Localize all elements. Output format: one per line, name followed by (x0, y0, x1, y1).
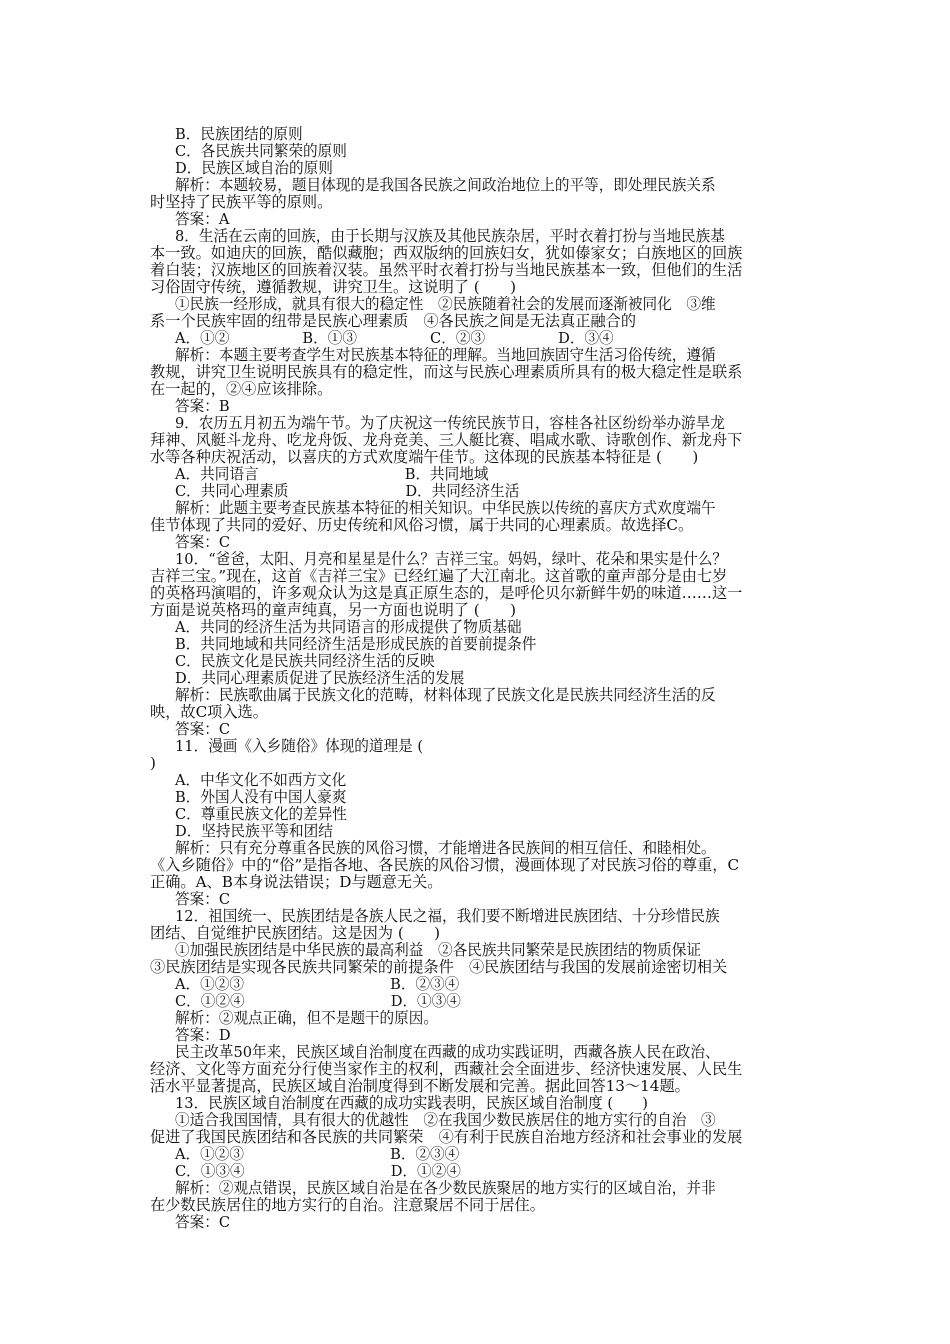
analysis-line: 佳节体现了共同的爱好、历史传统和风俗习惯，属于共同的心理素质。故选择C。 (150, 516, 694, 534)
option-c-line: C．尊重民族文化的差异性 (175, 805, 347, 823)
analysis-line: 在一起的，②④应该排除。 (150, 380, 333, 398)
options-line: A．①②③ B．②③④ (175, 1145, 460, 1163)
material-line: 活水平显著提高，民族区域自治制度得到不断发展和完善。据此回答13～14题。 (150, 1077, 690, 1095)
analysis-line: 解析：本题较易，题目体现的是我国各民族之间政治地位上的平等，即处理民族关系 (175, 176, 716, 194)
option-d-line: D．民族区域自治的原则 (175, 159, 333, 177)
option-a-line: A．共同的经济生活为共同语言的形成提供了物质基础 (175, 618, 522, 636)
analysis-line: 在少数民族居住的地方实行的自治。注意聚居不同于居住。 (150, 1196, 545, 1214)
answer-line: 答案：B (175, 397, 230, 415)
question-9-line: 9．农历五月初五为端午节。为了庆祝这一传统民族节日，容桂各社区纷纷举办游旱龙 (175, 414, 725, 432)
question-10-line: 10．“爸爸，太阳、月亮和星星是什么？吉祥三宝。妈妈，绿叶、花朵和果实是什么？ (175, 550, 728, 568)
analysis-line: 教规，讲究卫生说明民族具有的稳定性，而这与民族心理素质所具有的极大稳定性是联系 (150, 363, 743, 381)
options-line: C．①②④ D．①③④ (175, 992, 461, 1010)
options-line: A．①②③ B．②③④ (175, 975, 460, 993)
statement-line: ③民族团结是实现各民族共同繁荣的前提条件 ④民族团结与我国的发展前途密切相关 (150, 958, 728, 976)
option-b-line: B．共同地域和共同经济生活是形成民族的首要前提条件 (175, 635, 537, 653)
statement-line: ①民族一经形成，就具有很大的稳定性 ②民族随着社会的发展而逐渐被同化 ③维 (175, 295, 716, 313)
analysis-line: 解析：本题主要考查学生对民族基本特征的理解。当地回族固守生活习俗传统，遵循 (175, 346, 716, 364)
question-11-line: 11．漫画《入乡随俗》体现的道理是 ( (175, 737, 424, 755)
analysis-line: 映，故C项入选。 (150, 703, 268, 721)
answer-line: 答案：D (175, 1026, 231, 1044)
question-10-line: 的英格玛演唱的，许多观众认为这是真正原生态的，是呼伦贝尔新鲜牛奶的味道……这一 (150, 584, 743, 602)
analysis-line: 解析：此题主要考查民族基本特征的相关知识。中华民族以传统的喜庆方式欢度端午 (175, 499, 716, 517)
question-8-line: 本一致。如迪庆的回族，酷似藏胞；西双版纳的回族妇女，犹如傣家女；白族地区的回族 (150, 244, 743, 262)
question-8-line: 着白装；汉族地区的回族着汉装。虽然平时衣着打扮与当地民族基本一致，但他们的生活 (150, 261, 743, 279)
question-12-line: 12．祖国统一、民族团结是各族人民之福，我们要不断增进民族团结、十分珍惜民族 (175, 907, 720, 925)
option-c-line: C．民族文化是民族共同经济生活的反映 (175, 652, 435, 670)
analysis-line: 解析：②观点错误，民族区域自治是在各少数民族聚居的地方实行的区域自治，并非 (175, 1179, 716, 1197)
answer-line: 答案：A (175, 210, 230, 228)
analysis-line: 解析：只有充分尊重各民族的风俗习惯，才能增进各民族间的相互信任、和睦相处。 (175, 839, 716, 857)
statement-line: 系一个民族牢固的纽带是民族心理素质 ④各民族之间是无法真正融合的 (150, 312, 636, 330)
analysis-line: 解析：民族歌曲属于民族文化的范畴，材料体现了民族文化是民族共同经济生活的反 (175, 686, 716, 704)
question-9-line: 拜神、风艇斗龙舟、吃龙舟饭、龙舟竞美、三人艇比赛、唱咸水歌、诗歌创作、新龙舟下 (150, 431, 743, 449)
analysis-line: 正确。A、B本身说法错误；D与题意无关。 (150, 873, 443, 891)
analysis-line: 《入乡随俗》中的“俗”是指各地、各民族的风俗习惯，漫画体现了对民族习俗的尊重，C (150, 856, 740, 874)
answer-line: 答案：C (175, 720, 231, 738)
question-9-line: 水等各种庆祝活动，以喜庆的方式欢度端午佳节。这体现的民族基本特征是 ( ) (150, 448, 699, 466)
option-d-line: D．共同心理素质促进了民族经济生活的发展 (175, 669, 465, 687)
question-10-line: 方面是说英格玛的童声纯真，另一方面也说明了 ( ) (150, 601, 516, 619)
question-13-line: 13．民族区域自治制度在西藏的成功实践表明，民族区域自治制度 ( ) (175, 1094, 648, 1112)
question-10-line: 吉祥三宝。”现在，这首《吉祥三宝》已经红遍了大江南北。这首歌的童声部分是由七岁 (150, 567, 728, 585)
statement-line: 促进了我国民族团结和各民族的共同繁荣 ④有利于民族自治地方经济和社会事业的发展 (150, 1128, 743, 1146)
question-12-line: 团结、自觉维护民族团结。这是因为 ( ) (150, 924, 441, 942)
options-line: C．共同心理素质 D．共同经济生活 (175, 482, 520, 500)
question-8-line: 习俗固守传统，遵循教规，讲究卫生。这说明了 ( ) (150, 278, 516, 296)
answer-line: 答案：C (175, 533, 231, 551)
options-line: C．①③④ D．①②④ (175, 1162, 461, 1180)
answer-line: 答案：C (175, 890, 231, 908)
options-line: A．①② B．①③ C．②③ D．③④ (175, 329, 614, 347)
analysis-line: 时坚持了民族平等的原则。 (150, 193, 333, 211)
analysis-line: 解析：②观点正确，但不是题干的原因。 (175, 1009, 438, 1027)
option-c-line: C．各民族共同繁荣的原则 (175, 142, 347, 160)
answer-line: 答案：C (175, 1213, 231, 1231)
option-a-line: A．中华文化不如西方文化 (175, 771, 347, 789)
option-b-line: B．民族团结的原则 (175, 125, 303, 143)
statement-line: ①加强民族团结是中华民族的最高利益 ②各民族共同繁荣是民族团结的物质保证 (175, 941, 701, 959)
option-d-line: D．坚持民族平等和团结 (175, 822, 333, 840)
statement-line: ①适合我国国情，具有很大的优越性 ②在我国少数民族居住的地方实行的自治 ③ (175, 1111, 716, 1129)
question-11-line: ) (150, 754, 156, 772)
material-line: 民主改革50年来，民族区域自治制度在西藏的成功实践证明，西藏各族人民在政治、 (175, 1043, 720, 1061)
option-b-line: B．外国人没有中国人豪爽 (175, 788, 347, 806)
options-line: A．共同语言 B．共同地域 (175, 465, 489, 483)
material-line: 经济、文化等方面充分行使当家作主的权利，西藏社会全面进步、经济快速发展、人民生 (150, 1060, 743, 1078)
question-8-line: 8．生活在云南的回族，由于长期与汉族及其他民族杂居，平时衣着打扮与当地民族基 (175, 227, 725, 245)
